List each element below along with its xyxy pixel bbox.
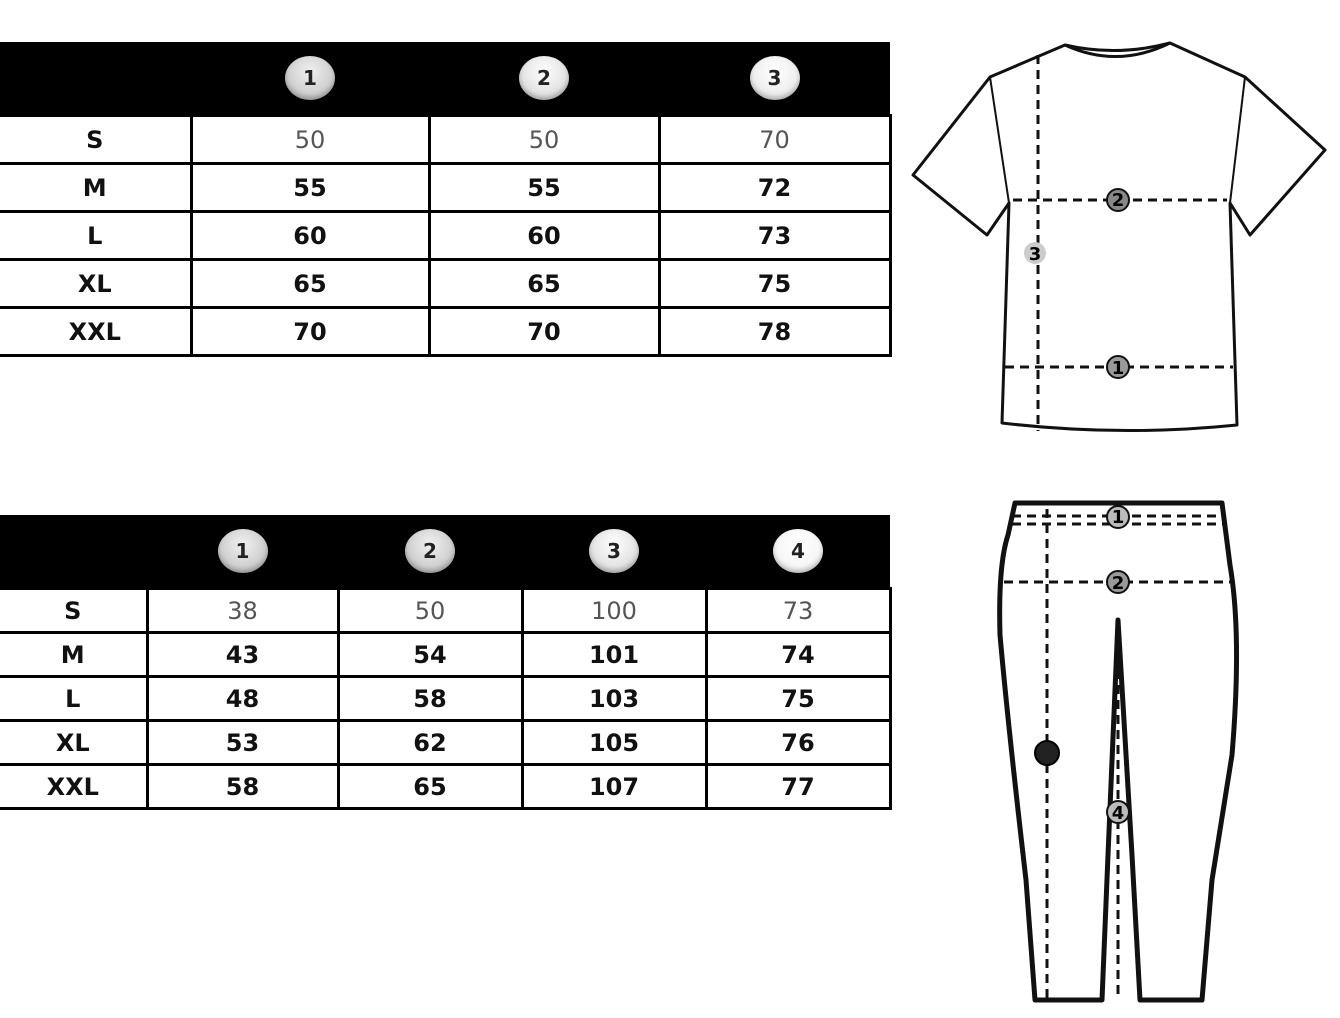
table-row xyxy=(0,164,890,212)
table-cell: 38 xyxy=(147,589,338,633)
shirt-size-table xyxy=(0,42,892,357)
table-cell: 60 xyxy=(191,212,429,260)
table-cell: 62 xyxy=(338,721,522,765)
svg-text:2: 2 xyxy=(1111,573,1125,594)
svg-text:1: 1 xyxy=(1111,358,1125,379)
size-label: M xyxy=(0,164,191,212)
size-label: S xyxy=(0,589,147,633)
table-row xyxy=(0,589,890,633)
size-label: L xyxy=(0,677,147,721)
table-cell: 78 xyxy=(659,308,890,356)
svg-text:4: 4 xyxy=(1111,803,1125,824)
header-size-cell xyxy=(0,515,147,589)
table-cell: 48 xyxy=(147,677,338,721)
measure-badge-2: 2 xyxy=(405,529,455,573)
table-cell: 50 xyxy=(338,589,522,633)
header-col-2 xyxy=(429,42,659,116)
size-label: XXL xyxy=(0,308,191,356)
header-col-1 xyxy=(191,42,429,116)
header-col-1 xyxy=(147,515,338,589)
table-cell: 107 xyxy=(522,765,706,809)
table-cell: 50 xyxy=(429,116,659,164)
table-cell: 65 xyxy=(191,260,429,308)
pants-diagram xyxy=(990,495,1250,1010)
table-cell: 55 xyxy=(191,164,429,212)
svg-text:1: 1 xyxy=(1111,507,1125,528)
table-row xyxy=(0,212,890,260)
table-cell: 103 xyxy=(522,677,706,721)
measure-badge-2: 2 xyxy=(519,56,569,100)
table-cell: 53 xyxy=(147,721,338,765)
table-cell: 60 xyxy=(429,212,659,260)
table-cell: 65 xyxy=(338,765,522,809)
svg-text:2: 2 xyxy=(1111,190,1125,211)
table-row xyxy=(0,677,890,721)
size-label: S xyxy=(0,116,191,164)
table-cell: 75 xyxy=(706,677,890,721)
measure-badge-3: 3 xyxy=(750,56,800,100)
header-col-4 xyxy=(706,515,890,589)
table-cell: 75 xyxy=(659,260,890,308)
pants-size-table xyxy=(0,515,892,810)
measure-badge-3: 3 xyxy=(589,529,639,573)
table-cell: 100 xyxy=(522,589,706,633)
measure-badge-1: 1 xyxy=(285,56,335,100)
table-cell: 101 xyxy=(522,633,706,677)
table-cell: 73 xyxy=(706,589,890,633)
table-row xyxy=(0,260,890,308)
header-col-3 xyxy=(659,42,890,116)
table-cell: 77 xyxy=(706,765,890,809)
measure-marker-3 xyxy=(1024,242,1046,265)
svg-text:3: 3 xyxy=(1028,244,1042,265)
svg-text:3: 3 xyxy=(1040,744,1054,765)
table-cell: 65 xyxy=(429,260,659,308)
measure-marker-2 xyxy=(1107,571,1129,594)
table-cell: 55 xyxy=(429,164,659,212)
measure-badge-4: 4 xyxy=(773,529,823,573)
table-cell: 70 xyxy=(191,308,429,356)
table-cell: 105 xyxy=(522,721,706,765)
measure-marker-1 xyxy=(1107,356,1129,379)
table-row xyxy=(0,308,890,356)
table-cell: 58 xyxy=(338,677,522,721)
measure-marker-3 xyxy=(1035,741,1059,765)
table-header-row xyxy=(0,42,890,116)
table-row xyxy=(0,765,890,809)
header-col-3 xyxy=(522,515,706,589)
header-size-cell xyxy=(0,42,191,116)
table-cell: 43 xyxy=(147,633,338,677)
table-row xyxy=(0,633,890,677)
size-label: L xyxy=(0,212,191,260)
table-header-row xyxy=(0,515,890,589)
table-cell: 70 xyxy=(429,308,659,356)
measure-marker-2 xyxy=(1107,189,1129,211)
table-cell: 50 xyxy=(191,116,429,164)
size-label: XXL xyxy=(0,765,147,809)
header-col-2 xyxy=(338,515,522,589)
measure-badge-1: 1 xyxy=(218,529,268,573)
size-label: XL xyxy=(0,721,147,765)
size-label: XL xyxy=(0,260,191,308)
table-row xyxy=(0,721,890,765)
table-row xyxy=(0,116,890,164)
tshirt-diagram xyxy=(905,35,1330,445)
table-cell: 70 xyxy=(659,116,890,164)
table-cell: 76 xyxy=(706,721,890,765)
measure-marker-1 xyxy=(1107,506,1129,528)
table-cell: 54 xyxy=(338,633,522,677)
table-cell: 72 xyxy=(659,164,890,212)
table-cell: 58 xyxy=(147,765,338,809)
table-cell: 74 xyxy=(706,633,890,677)
size-label: M xyxy=(0,633,147,677)
table-cell: 73 xyxy=(659,212,890,260)
measure-marker-4 xyxy=(1107,801,1129,824)
